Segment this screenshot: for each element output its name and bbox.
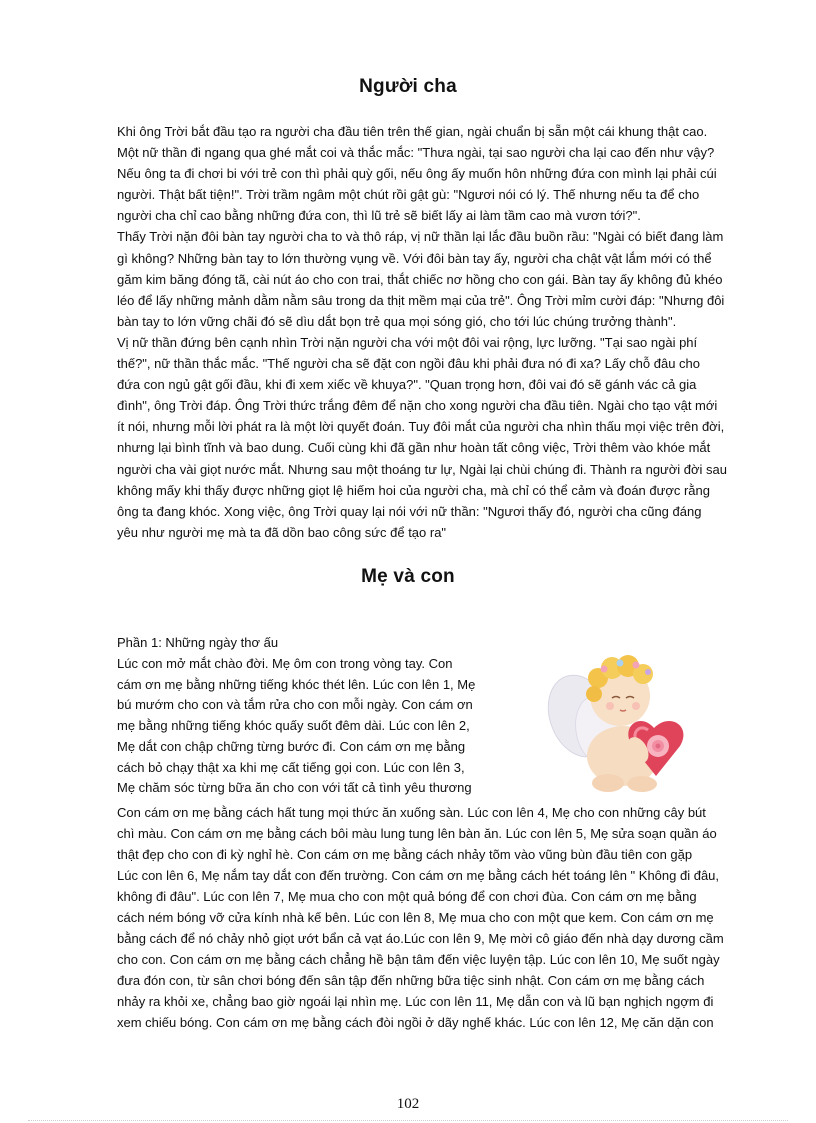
- story-paragraph-mother-part2: Con cám ơn mẹ bằng cách hất tung mọi thức ăn xuống sàn. Lúc con lên 4, Mẹ cho con những cây bút chì màu. Con cám ơn mẹ bằng cách bôi màu lung tung lên bàn ăn. Lúc con lên 5, Mẹ sửa soạn quần áo thật đẹp cho con đi kỳ nghỉ hè. Con cám ơn mẹ bằng cách nhảy tõm vào vũng bùn đầu tiên con gặp Lúc con lên 6, Mẹ nắm tay dắt con đến trường. Con cám ơn mẹ bằng cách hét toáng lên " Không đi đâu, không đi đâu". Lúc con lên 7, Mẹ mua cho con một quả bóng để con chơi đùa. Con cám ơn mẹ bằng cách ném bóng vỡ cửa kính nhà kế bên. Lúc con lên 8, Mẹ mua cho con một que kem. Con cám ơn mẹ bằng cách để nó chảy nhỏ giọt ướt bẩn cả vạt áo.Lúc con lên 9, Mẹ mời cô giáo đến nhà dạy dương cầm cho con. Con cám ơn mẹ bằng cách chẳng hề bận tâm đến việc luyện tập. Lúc con lên 10, Mẹ suốt ngày đưa đón con, từ sân chơi bóng đến sân tập đến những bữa tiệc sinh nhật. Con cám ơn mẹ bằng cách nhảy ra khỏi xe, chẳng bao giờ ngoái lại nhìn mẹ. Lúc con lên 11, Mẹ dẫn con và lũ bạn nghịch ngợm đi xem chiếu bóng. Con cám ơn mẹ bằng cách đòi ngồi ở dãy nghế khác. Lúc con lên 12, Mẹ căn dặn con: [117, 805, 724, 1030]
- footer-divider: [28, 1120, 788, 1121]
- part-heading: Phần 1: Những ngày thơ ấu: [117, 635, 279, 650]
- section-title-father: Người cha: [359, 76, 457, 97]
- cherub-with-heart-icon: [528, 638, 722, 798]
- story-paragraph-father: Khi ông Trời bắt đầu tạo ra người cha đầu tiên trên thế gian, ngài chuẩn bị sẵn một cái khung thật cao. Một nữ thần đi ngang qua ghé mắt coi và thắc mắc: "Thưa ngài, tại sao người cha lại cao đến như vậy? Nếu ông ta đi chơi bi với trẻ con thì phải quỳ gối, nếu ông ấy muốn hôn những đứa con mình lại phải cúi người. Thật bất tiện!". Trời trầm ngâm một chút rồi gật gù: "Ngươi nói có lý. Thế nhưng nếu ta để cho người cha chỉ cao bằng những đứa con, thì lũ trẻ sẽ biết lấy ai làm tầm cao mà vươn tới?". Thấy Trời nặn đôi bàn tay người cha to và thô ráp, vị nữ thần lại lắc đầu buồn rầu: "Ngài có biết đang làm gì không? Những bàn tay to lớn thường vụng về. Với đôi bàn tay ấy, người cha chật vật lắm mới có thể găm kim băng đóng tã, cài nút áo cho con trai, thắt chiếc nơ hồng cho con gái. Bàn tay ấy không đủ khéo léo để lấy những mảnh dằm nằm sâu trong da thịt mềm mại của trẻ". Ông Trời mỉm cười đáp: "Nhưng đôi bàn tay to lớn vững chãi đó sẽ dìu dắt bọn trẻ qua mọi sóng gió, cho tới lúc chúng trưởng thành". Vị nữ thần đứng bên cạnh nhìn Trời nặn người cha với một đôi vai rộng, lực lưỡng. "Tại sao ngài phí thế?", nữ thần thắc mắc. "Thế người cha sẽ đặt con ngồi đâu khi phải đưa nó đi xa? Lấy chỗ đâu cho đứa con ngủ gật gối đầu, khi đi xem xiếc về khuya?". "Quan trọng hơn, đôi vai đó sẽ gánh vác cả gia đình", ông Trời đáp. Ông Trời thức trắng đêm để nặn cho xong người cha đầu tiên. Ngài cho tạo vật mới ít nói, nhưng mỗi lời phát ra là một lời quyết đoán. Tuy đôi mắt của người cha nhìn thấu mọi việc trên đời, nhưng lại bình tĩnh và bao dung. Cuối cùng khi đã gần như hoàn tất công việc, Trời thêm vào khóe mắt người cha vài giọt nước mắt. Nhưng sau một thoáng tư lự, Ngài lại chùi chúng đi. Thành ra người đời sau không mấy khi thấy được những giọt lệ hiếm hoi của người cha, mà chỉ có thể cảm và đoán được rằng ông ta đang khóc. Xong việc, ông Trời quay lại nói với nữ thần: "Ngươi thấy đó, người cha cũng đáng yêu như người mẹ mà ta đã dồn bao công sức để tạo ra": [117, 124, 727, 540]
- page-number: 102: [396, 1096, 420, 1112]
- story-paragraph-mother-part1: Lúc con mở mắt chào đời. Mẹ ôm con trong vòng tay. Con cám ơn mẹ bằng những tiếng khóc thét lên. Lúc con lên 1, Mẹ bú mướm cho con và tắm rửa cho con mỗi ngày. Con cám ơn mẹ bằng những tiếng khóc quấy suốt đêm dài. Lúc con lên 2, Mẹ dắt con chập chững từng bước đi. Con cám ơn mẹ bằng cách bỏ chạy thật xa khi mẹ cất tiếng gọi con. Lúc con lên 3, Mẹ chăm sóc từng bữa ăn cho con với tất cả tình yêu thương: [117, 656, 476, 796]
- section-title-mother-and-child: Mẹ và con: [361, 566, 455, 587]
